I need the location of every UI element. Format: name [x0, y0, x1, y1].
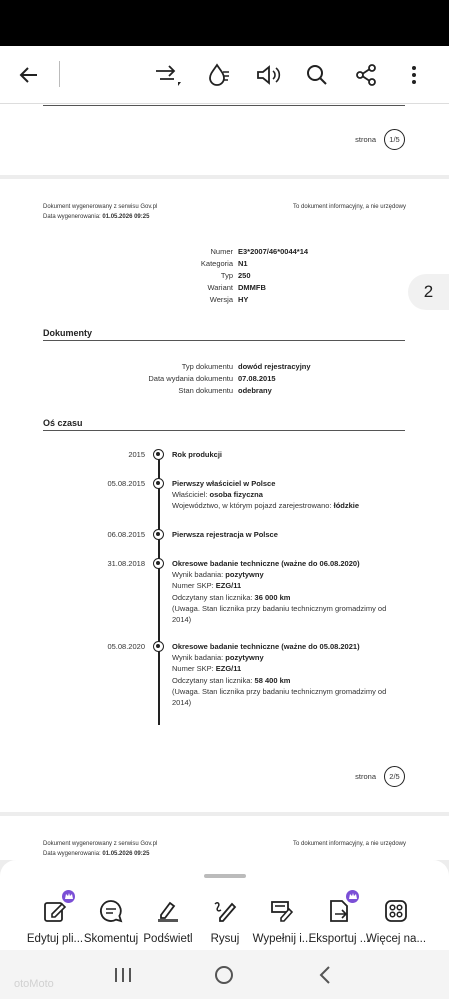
tool-comment[interactable]	[80, 896, 142, 945]
status-bar	[0, 0, 449, 46]
tool-highlight[interactable]	[137, 896, 199, 945]
highlight-icon	[137, 896, 199, 926]
timeline-event	[172, 558, 387, 625]
vehicle-value: E3*2007/46*0044*14	[238, 247, 309, 256]
documents-section-title: Dokumenty	[43, 328, 93, 338]
page-meta	[43, 839, 406, 859]
document-key: Stan dokumentu	[178, 386, 233, 395]
meta-date-value: 01.05.2026 09:25	[102, 214, 150, 220]
timeline-marker	[153, 449, 164, 460]
timeline-marker	[153, 529, 164, 540]
timeline-event	[172, 449, 387, 460]
redo-icon[interactable]	[150, 58, 184, 92]
timeline-detail: Właściciel: osoba fizyczna	[172, 490, 263, 500]
timeline-event-title: Okresowe badanie techniczne (ważne do 06.08.2020)	[172, 559, 360, 568]
comment-icon	[80, 896, 142, 926]
edit-file-icon	[24, 896, 86, 926]
vehicle-key: Wersja	[209, 295, 233, 304]
meta-date-label: Data wygenerowania:	[43, 851, 101, 857]
vehicle-value: N1	[238, 259, 248, 268]
timeline-event	[172, 641, 387, 708]
search-icon[interactable]	[300, 58, 334, 92]
vehicle-key: Numer	[210, 247, 233, 256]
timeline-note: (Uwaga. Stan licznika przy badaniu technicznym gromadzimy od 2014)	[172, 686, 387, 708]
toolbar-divider	[59, 61, 60, 87]
meta-generated: Dokument wygenerowany z serwisu Gov.pl	[43, 204, 158, 210]
timeline-event-title: Rok produkcji	[172, 450, 223, 459]
watermark-logo: otoMoto	[14, 978, 54, 990]
pdf-page-1	[0, 104, 449, 175]
strona-label: strona	[355, 135, 376, 144]
timeline-axis	[158, 455, 160, 725]
share-icon[interactable]	[349, 58, 383, 92]
tool-label: Podświetl	[143, 933, 193, 945]
page-footer	[355, 129, 405, 150]
tool-edit-file[interactable]	[24, 896, 86, 945]
timeline-marker	[153, 558, 164, 569]
tool-label: Więcej na...	[365, 933, 427, 945]
back-nav-icon[interactable]	[312, 962, 338, 988]
tool-label: Eksportuj ...	[308, 933, 370, 945]
timeline-detail: Województwo, w którym pojazd zarejestrowano: łódzkie	[172, 501, 360, 511]
timeline-detail: Odczytany stan licznika: 36 000 km	[172, 592, 291, 602]
home-icon[interactable]	[211, 962, 237, 988]
document-key: Data wydania dokumentu	[148, 374, 233, 383]
bottom-tools-sheet	[0, 860, 449, 950]
tool-label: Edytuj pli...	[26, 933, 84, 945]
page-divider	[43, 105, 405, 106]
recent-apps-icon[interactable]	[110, 962, 136, 988]
tool-export-pdf[interactable]	[308, 896, 370, 945]
tool-label: Skomentuj	[83, 933, 139, 945]
meta-info: To dokument informacyjny, a nie urzędowy	[293, 841, 406, 847]
fill-sign-icon	[251, 896, 313, 926]
page-number: 1/5	[384, 129, 405, 150]
vehicle-key: Typ	[220, 271, 233, 280]
timeline-event-title: Pierwsza rejestracja w Polsce	[172, 530, 278, 539]
timeline-note: (Uwaga. Stan licznika przy badaniu technicznym gromadzimy od 2014)	[172, 603, 387, 625]
timeline-date: 31.08.2018	[107, 559, 145, 568]
document-value: dowód rejestracyjny	[238, 362, 311, 371]
timeline-marker	[153, 478, 164, 489]
strona-label: strona	[355, 772, 376, 781]
timeline-date: 2015	[128, 450, 145, 459]
tool-fill-sign[interactable]	[251, 896, 313, 945]
section-rule	[43, 340, 405, 341]
meta-date-label: Data wygenerowania:	[43, 214, 101, 220]
meta-generated: Dokument wygenerowany z serwisu Gov.pl	[43, 841, 158, 847]
timeline-marker	[153, 641, 164, 652]
draw-icon	[194, 896, 256, 926]
system-nav-bar	[0, 950, 449, 999]
vehicle-key: Wariant	[207, 283, 233, 292]
page-meta	[43, 202, 406, 222]
vehicle-key: Kategoria	[200, 259, 233, 268]
timeline-detail: Numer SKP: EZG/11	[172, 664, 242, 674]
section-rule	[43, 430, 405, 431]
tool-draw[interactable]	[194, 896, 256, 945]
timeline-date: 06.08.2015	[107, 530, 145, 539]
vehicle-value: 250	[238, 271, 251, 280]
export-pdf-icon	[308, 896, 370, 926]
pdf-page-2	[0, 179, 449, 812]
page-indicator[interactable]: 2	[408, 274, 449, 310]
top-toolbar	[0, 46, 449, 104]
document-viewer[interactable]	[0, 104, 449, 860]
vehicle-value: HY	[238, 295, 249, 304]
timeline-section-title: Oś czasu	[43, 418, 83, 428]
page-number: 2/5	[384, 766, 405, 787]
timeline-date: 05.08.2015	[107, 479, 145, 488]
timeline-detail: Wynik badania: pozytywny	[172, 570, 264, 580]
timeline-event-title: Pierwszy właściciel w Polsce	[172, 479, 276, 488]
document-key: Typ dokumentu	[181, 362, 233, 371]
timeline-event-title: Okresowe badanie techniczne (ważne do 05.08.2021)	[172, 642, 360, 651]
timeline-date: 05.08.2020	[107, 642, 145, 651]
ink-drop-icon[interactable]	[202, 58, 236, 92]
back-arrow-icon[interactable]	[12, 58, 46, 92]
sheet-drag-handle[interactable]	[204, 874, 246, 878]
document-value: 07.08.2015	[238, 374, 276, 383]
meta-date-value: 01.05.2026 09:25	[102, 851, 150, 857]
timeline-event	[172, 478, 387, 512]
read-aloud-icon[interactable]	[251, 58, 285, 92]
more-options-icon[interactable]	[397, 58, 431, 92]
premium-crown-icon	[346, 890, 359, 903]
meta-info: To dokument informacyjny, a nie urzędowy	[293, 204, 406, 210]
tool-label: Rysuj	[210, 933, 240, 945]
pdf-page-3	[0, 816, 449, 860]
tool-label: Wypełnij i...	[252, 933, 312, 945]
timeline-detail: Odczytany stan licznika: 58 400 km	[172, 675, 291, 685]
premium-crown-icon	[62, 890, 75, 903]
page-footer	[355, 766, 405, 787]
timeline-detail: Wynik badania: pozytywny	[172, 653, 264, 663]
document-value: odebrany	[238, 386, 272, 395]
vehicle-value: DMMFB	[238, 283, 266, 292]
timeline-event	[172, 529, 387, 540]
timeline-detail: Numer SKP: EZG/11	[172, 581, 242, 591]
more-tools-icon	[365, 896, 427, 926]
tool-more[interactable]	[365, 896, 427, 945]
